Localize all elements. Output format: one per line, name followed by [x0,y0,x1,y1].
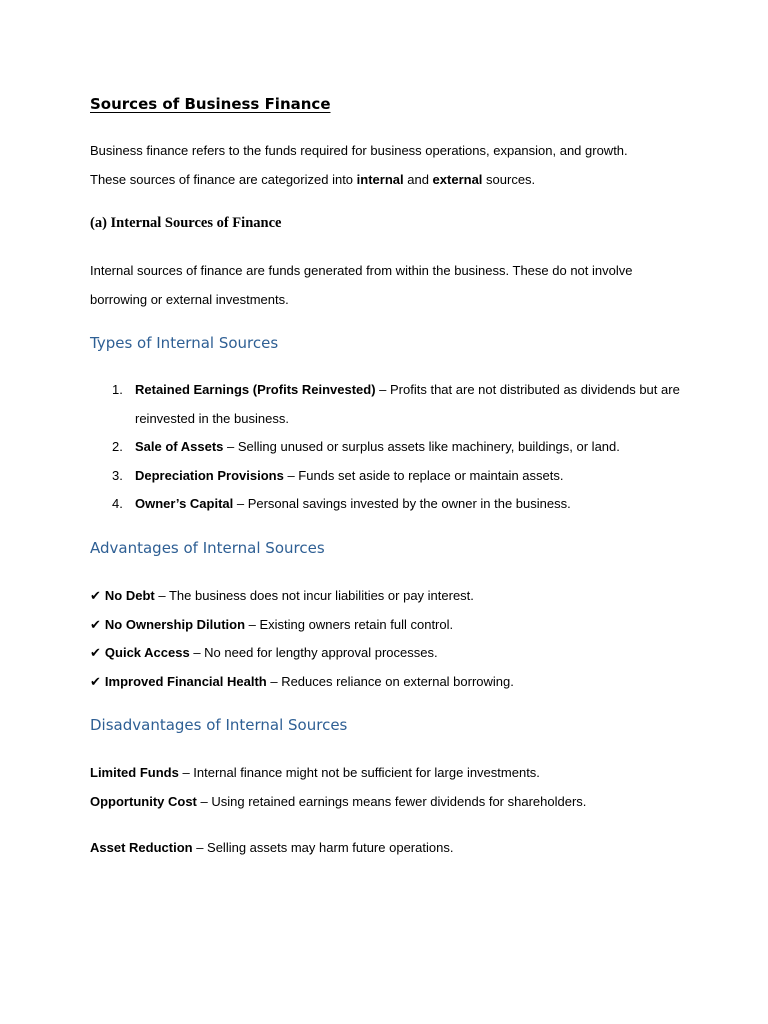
intro-line-1: Business finance refers to the funds required for business operations, expansion, and growth. [90,143,628,158]
list-item-description: – Reduces reliance on external borrowing. [266,673,514,689]
list-item [90,668,710,697]
list-item-term: Improved Financial Health [104,673,267,689]
types-list [90,376,710,519]
list-item-description: – Funds set aside to replace or maintain assets. [283,467,564,483]
advantages-list [90,582,710,696]
disadvantages-heading: Disadvantages of Internal Sources [90,716,348,734]
list-item-term: Asset Reduction [90,840,193,855]
checkmark-icon: ✔ [90,616,101,632]
section-a-heading: (a) Internal Sources of Finance [90,215,282,231]
list-item-description: – Personal savings invested by the owner in the business. [233,496,571,511]
list-item-number: 4. [112,496,123,511]
list-item-term: No Ownership Dilution [104,616,246,632]
list-item-number: 1. [112,382,123,397]
list-item-term: Opportunity Cost [90,793,197,809]
list-item [90,788,710,817]
list-item-number: 3. [112,467,123,483]
checkmark-icon: ✔ [90,645,101,660]
list-item-term: Quick Access [104,645,190,660]
list-item-description: – The business does not incur liabilities or pay interest. [154,588,474,603]
intro-bold-internal: internal [356,172,404,187]
list-item-description: – No need for lengthy approval processes. [189,645,438,660]
list-item-term: Depreciation Provisions [135,467,284,483]
page-title: Sources of Business Finance [90,95,331,113]
list-item [90,376,710,433]
intro-line-2-prefix: These sources of finance are categorized into [90,172,357,187]
intro-paragraph [90,136,690,194]
list-item-description: – Using retained earnings means fewer dividends for shareholders. [196,793,587,809]
disadvantages-list [90,759,710,816]
types-heading: Types of Internal Sources [90,334,279,352]
checkmark-icon: ✔ [90,673,101,689]
list-item [90,611,710,640]
section-a-description: Internal sources of finance are funds generated from within the business. These do not involve borrowing or external investments. [90,263,633,307]
list-item-description: – Internal finance might not be sufficient for large investments. [178,765,540,780]
intro-line-2-suffix: sources. [482,172,536,187]
list-item [90,759,710,788]
list-item-term: Limited Funds [90,765,179,780]
list-item-term: Retained Earnings (Profits Reinvested) [135,382,376,397]
list-item [90,639,710,668]
list-item-term: Sale of Assets [135,439,224,454]
list-item [90,582,710,611]
list-item-description: – Selling unused or surplus assets like machinery, buildings, or land. [223,439,620,454]
list-item-number: 2. [112,439,123,454]
intro-connector: and [403,172,433,187]
list-item-term: No Debt [104,588,155,603]
list-item-description: – Profits that are not distributed as dividends but are reinvested in the business. [135,382,680,426]
list-item [90,433,710,462]
asset-reduction-paragraph [90,833,690,862]
list-item [90,462,710,491]
list-item-description: – Existing owners retain full control. [245,616,454,632]
intro-bold-external: external [432,172,483,187]
list-item-term: Owner’s Capital [135,496,234,511]
list-item [90,490,710,519]
advantages-heading: Advantages of Internal Sources [90,539,325,557]
list-item-description: – Selling assets may harm future operations. [192,840,454,855]
checkmark-icon: ✔ [90,588,101,603]
